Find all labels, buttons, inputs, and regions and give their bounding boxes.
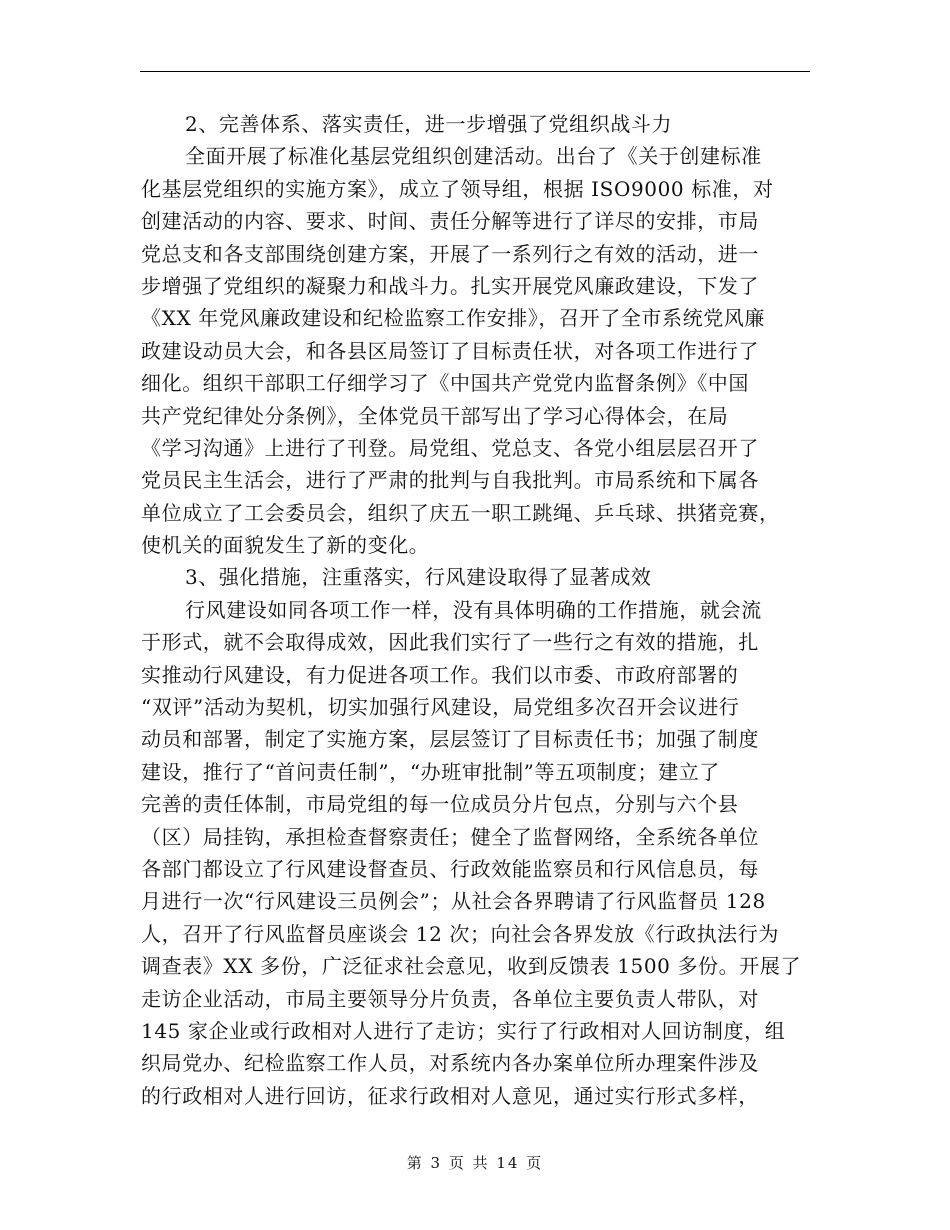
text-line: 共产党纪律处分条例》，全体党员干部写出了学习心得体会，在局 bbox=[141, 403, 729, 428]
text-line: 创建活动的内容、要求、时间、责任分解等进行了详尽的安排，市局 bbox=[141, 209, 759, 234]
text-line: 3、强化措施，注重落实，行风建设取得了显著成效 bbox=[185, 565, 652, 590]
text-line: 145 家企业或行政相对人进行了走访；实行了行政相对人回访制度，组 bbox=[141, 1018, 786, 1043]
text-line: 政建设动员大会，和各县区局签订了目标责任状，对各项工作进行了 bbox=[141, 338, 759, 363]
text-line: 调查表》XX 多份，广泛征求社会意见，收到反馈表 1500 多份。开展了 bbox=[141, 954, 802, 979]
text-line: 步增强了党组织的凝聚力和战斗力。扎实开展党风廉政建设，下发了 bbox=[141, 273, 759, 298]
text-line: 党员民主生活会，进行了严肃的批判与自我批判。市局系统和下属各 bbox=[141, 468, 759, 493]
text-line: 实推动行风建设，有力促进各项工作。我们以市委、市政府部署的 bbox=[141, 662, 739, 687]
body-text bbox=[141, 108, 811, 1112]
text-line: 的行政相对人进行回访，征求行政相对人意见，通过实行形式多样， bbox=[141, 1083, 759, 1108]
text-line: 化基层党组织的实施方案》，成立了领导组，根据 ISO9000 标准，对 bbox=[141, 176, 774, 201]
text-line: 月进行一次“行风建设三员例会”；从社会各界聘请了行风监督员 128 bbox=[141, 889, 766, 914]
text-line: 完善的责任体制，市局党组的每一位成员分片包点，分别与六个县 bbox=[141, 792, 739, 817]
text-line: 2、完善体系、落实责任，进一步增强了党组织战斗力 bbox=[185, 112, 673, 136]
text-line: “双评”活动为契机，切实加强行风建设，局党组多次召开会议进行 bbox=[141, 695, 740, 720]
text-line: 动员和部署，制定了实施方案，层层签订了目标责任书；加强了制度 bbox=[141, 727, 759, 752]
text-line: 《XX 年党风廉政建设和纪检监察工作安排》，召开了全市系统党风廉 bbox=[141, 306, 766, 331]
header-rule bbox=[140, 71, 810, 72]
text-line: 党总支和各支部围绕创建方案，开展了一系列行之有效的活动，进一 bbox=[141, 241, 759, 266]
text-line: 各部门都设立了行风建设督查员、行政效能监察员和行风信息员，每 bbox=[141, 856, 759, 881]
text-line: 单位成立了工会委员会，组织了庆五一职工跳绳、乒乓球、拱猪竞赛， bbox=[141, 500, 780, 525]
text-line: 走访企业活动，市局主要领导分片负责，各单位主要负责人带队，对 bbox=[141, 986, 759, 1011]
text-line: 全面开展了标准化基层党组织创建活动。出台了《关于创建标准 bbox=[185, 144, 762, 169]
text-line: 建设，推行了“首问责任制”，“办班审批制”等五项制度；建立了 bbox=[141, 759, 720, 784]
text-line: 《学习沟通》上进行了刊登。局党组、党总支、各党小组层层召开了 bbox=[141, 435, 759, 460]
text-line: （区）局挂钩，承担检查督察责任；健全了监督网络，全系统各单位 bbox=[141, 824, 759, 849]
page-footer: 第 3 页 共 14 页 bbox=[406, 1154, 544, 1172]
text-line: 人，召开了行风监督员座谈会 12 次；向社会各界发放《行政执法行为 bbox=[141, 921, 779, 946]
text-line: 织局党办、纪检监察工作人员，对系统内各办案单位所办理案件涉及 bbox=[141, 1051, 759, 1076]
text-line: 于形式，就不会取得成效，因此我们实行了一些行之有效的措施，扎 bbox=[141, 630, 759, 655]
text-line: 使机关的面貌发生了新的变化。 bbox=[141, 533, 430, 558]
text-line: 细化。组织干部职工仔细学习了《中国共产党党内监督条例》《中国 bbox=[141, 371, 749, 396]
text-line: 行风建设如同各项工作一样，没有具体明确的工作措施，就会流 bbox=[185, 597, 762, 622]
